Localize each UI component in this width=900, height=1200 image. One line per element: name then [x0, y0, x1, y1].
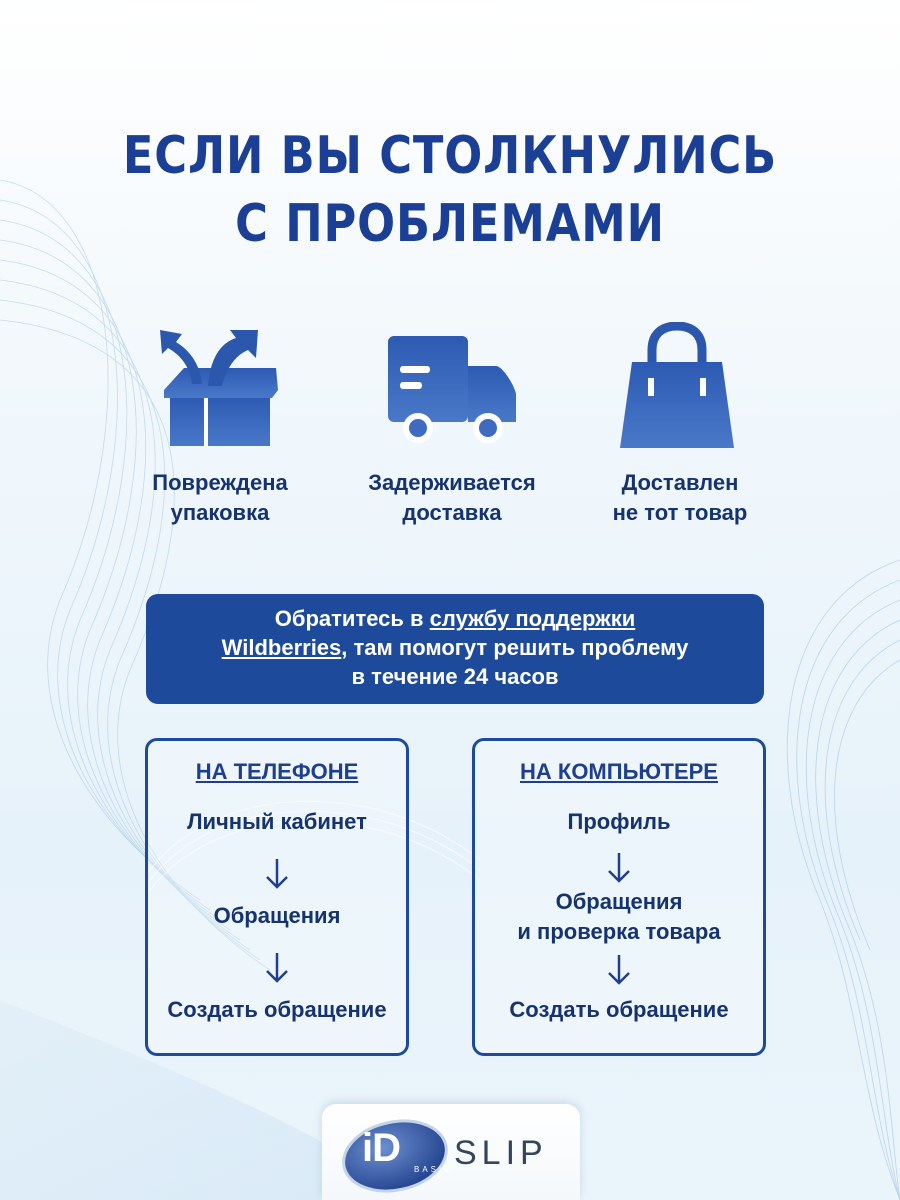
phone-step-personal-account: Личный кабинет — [187, 809, 367, 834]
computer-step-requests-line2: и проверка товара — [517, 919, 721, 944]
banner-line3: в течение 24 часов — [351, 664, 559, 689]
delivery-truck-icon — [388, 336, 518, 446]
problem-label-line1: Задерживается — [368, 470, 536, 495]
shopping-bag-icon — [618, 322, 736, 450]
support-banner — [146, 594, 764, 704]
computer-step-create-request: Создать обращение — [509, 997, 729, 1022]
arrow-down-icon — [605, 851, 633, 885]
computer-step-requests-line1: Обращения — [555, 889, 683, 914]
title-line-1: ЕСЛИ ВЫ СТОЛКНУЛИСЬ — [122, 126, 778, 186]
problem-label-line2: упаковка — [170, 500, 270, 525]
title-line-2: С ПРОБЛЕМАМИ — [235, 194, 665, 254]
problem-label-line2: доставка — [402, 500, 502, 525]
phone-step-create-request: Создать обращение — [167, 997, 387, 1022]
phone-instructions-box — [145, 738, 409, 1056]
logo-product: SLIP — [454, 1134, 548, 1172]
problem-label-line1: Доставлен — [621, 470, 739, 495]
banner-rest: , там помогут решить проблему — [341, 635, 689, 660]
phone-step-requests: Обращения — [213, 903, 341, 928]
support-service-link[interactable]: службу поддержки — [429, 606, 636, 631]
logo-mark: iD — [362, 1126, 400, 1170]
problem-wrong-item — [560, 468, 800, 528]
problem-label-line2: не тот товар — [612, 500, 748, 525]
computer-step-profile: Профиль — [567, 809, 671, 834]
open-box-icon — [160, 322, 280, 448]
phone-heading: НА ТЕЛЕФОНЕ — [195, 759, 359, 784]
logo-sub: BASIC — [414, 1165, 454, 1174]
arrow-down-icon — [263, 857, 291, 891]
arrow-down-icon — [605, 953, 633, 987]
computer-step-requests — [475, 887, 763, 947]
wildberries-link[interactable]: Wildberries — [221, 635, 342, 660]
problem-label-line1: Повреждена — [152, 470, 288, 495]
computer-instructions-box — [472, 738, 766, 1056]
computer-heading: НА КОМПЬЮТЕРЕ — [520, 759, 718, 784]
banner-prefix: Обратитесь в — [274, 606, 430, 631]
problem-delayed-delivery — [332, 468, 572, 528]
arrow-down-icon — [263, 951, 291, 985]
problem-damaged-package — [100, 468, 340, 528]
brand-logo — [322, 1104, 580, 1200]
